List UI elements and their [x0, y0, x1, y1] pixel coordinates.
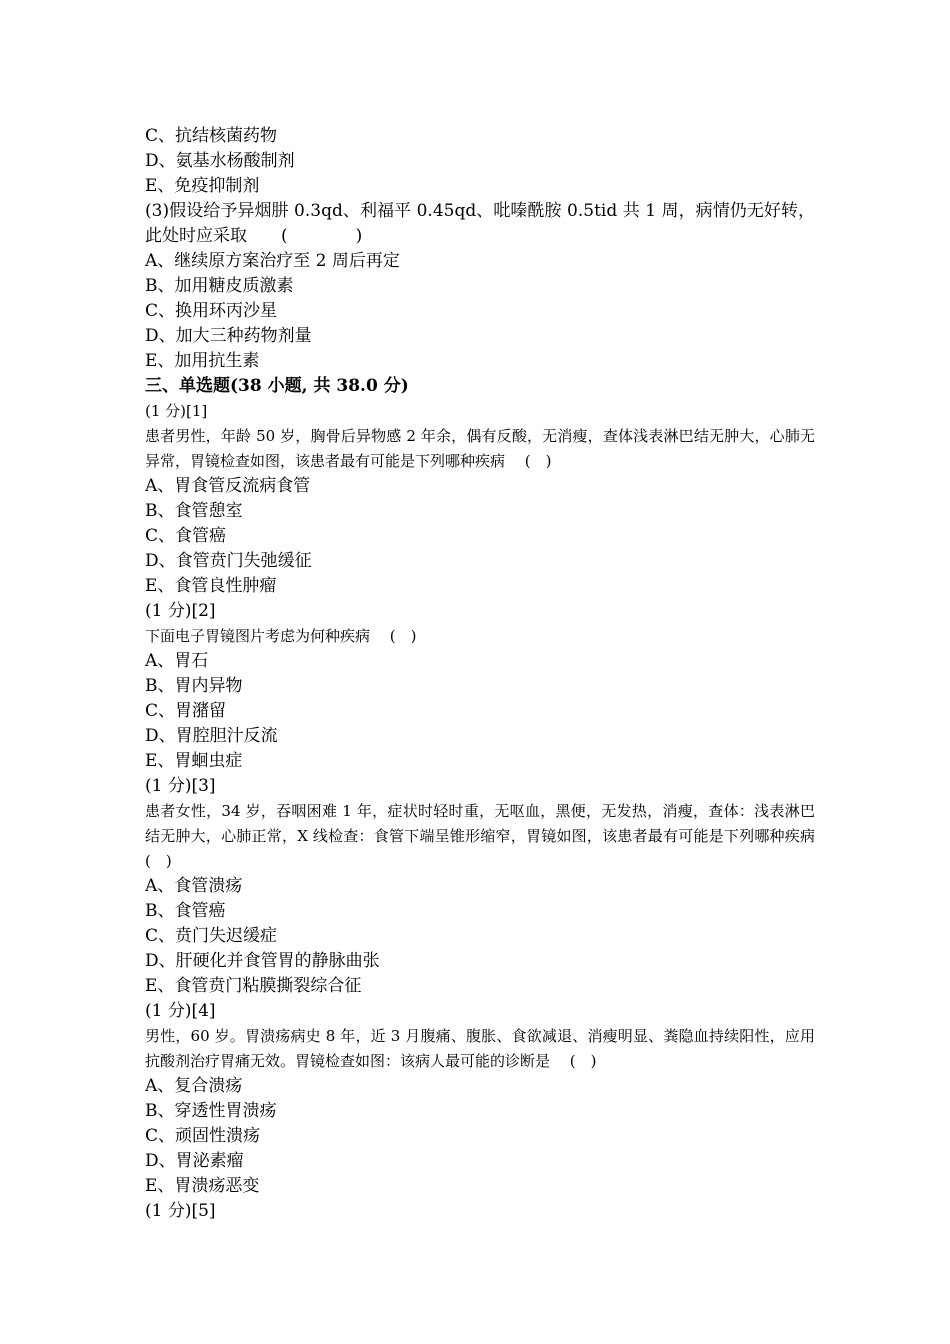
prev-question-options — [145, 124, 815, 199]
question-4 — [145, 999, 815, 1199]
option-b: B、加用糖皮质激素 — [145, 276, 294, 296]
option-c: C、换用环丙沙星 — [145, 301, 278, 321]
question-3-subitem — [145, 199, 815, 374]
option-a: A、继续原方案治疗至 2 周后再定 — [145, 251, 400, 271]
question-3 — [145, 774, 835, 999]
option-d: D、胃泌素瘤 — [145, 1151, 244, 1171]
option-e: E、免疫抑制剂 — [145, 176, 260, 196]
option-a: A、复合溃疡 — [145, 1076, 243, 1096]
question-2 — [145, 599, 815, 774]
question-tag: (1 分)[4] — [145, 1001, 216, 1021]
option-b: B、食管癌 — [145, 901, 226, 921]
option-e: E、食管贲门粘膜撕裂综合征 — [145, 976, 362, 996]
section-heading: 三、单选题(38 小题, 共 38.0 分) — [145, 376, 409, 396]
question-stem: 患者男性，年龄 50 岁，胸骨后异物感 2 年余，偶有反酸，无消瘦，查体浅表淋巴结无肿大，心肺无异常，胃镜检查如图，该患者最有可能是下列哪种疾病 ( ) — [145, 427, 815, 470]
question-tag: (1 分)[1] — [145, 402, 208, 420]
option-e: E、加用抗生素 — [145, 351, 260, 371]
option-c: C、顽固性溃疡 — [145, 1126, 261, 1146]
option-b: B、食管憩室 — [145, 501, 243, 521]
option-c: C、食管癌 — [145, 526, 227, 546]
question-stem: (3)假设给予异烟肼 0.3qd、利福平 0.45qd、吡嗪酰胺 0.5tid 共 1 周，病情仍无好转，此处时应采取 ( ) — [145, 201, 815, 246]
option-e: E、食管良性肿瘤 — [145, 576, 277, 596]
option-a: A、胃石 — [145, 651, 209, 671]
option-d: D、肝硬化并食管胃的静脉曲张 — [145, 951, 380, 971]
question-1 — [145, 399, 815, 599]
question-tag: (1 分)[5] — [145, 1201, 216, 1221]
option-d: D、加大三种药物剂量 — [145, 326, 312, 346]
option-e: E、胃蛔虫症 — [145, 751, 243, 771]
question-stem: 患者女性，34 岁，吞咽困难 1 年，症状时轻时重，无呕血，黑便，无发热，消瘦，查体：浅表淋巴结无肿大，心肺正常，X 线检查：食管下端呈锥形缩窄，胃镜如图，该患者最有可能是下列哪种疾病 ( ) — [145, 802, 835, 870]
question-5 — [145, 1199, 815, 1224]
question-tag: (1 分)[3] — [145, 776, 216, 796]
option-c: C、抗结核菌药物 — [145, 126, 278, 146]
question-stem: 下面电子胃镜图片考虑为何种疾病 ( ) — [145, 627, 417, 645]
option-b: B、胃内异物 — [145, 676, 243, 696]
question-tag: (1 分)[2] — [145, 601, 216, 621]
document-page — [145, 124, 835, 1224]
option-b: B、穿透性胃溃疡 — [145, 1101, 277, 1121]
option-e: E、胃溃疡恶变 — [145, 1176, 260, 1196]
option-c: C、胃潴留 — [145, 701, 227, 721]
option-a: A、食管溃疡 — [145, 876, 243, 896]
question-stem: 男性，60 岁。胃溃疡病史 8 年，近 3 月腹痛、腹胀、食欲减退、消瘦明显、粪隐血持续阳性，应用抗酸剂治疗胃痛无效。胃镜检查如图：该病人最可能的诊断是 ( ) — [145, 1027, 815, 1070]
option-d: D、氨基水杨酸制剂 — [145, 151, 295, 171]
option-a: A、胃食管反流病食管 — [145, 476, 311, 496]
option-d: D、食管贲门失弛缓征 — [145, 551, 312, 571]
option-c: C、贲门失迟缓症 — [145, 926, 278, 946]
option-d: D、胃腔胆汁反流 — [145, 726, 278, 746]
